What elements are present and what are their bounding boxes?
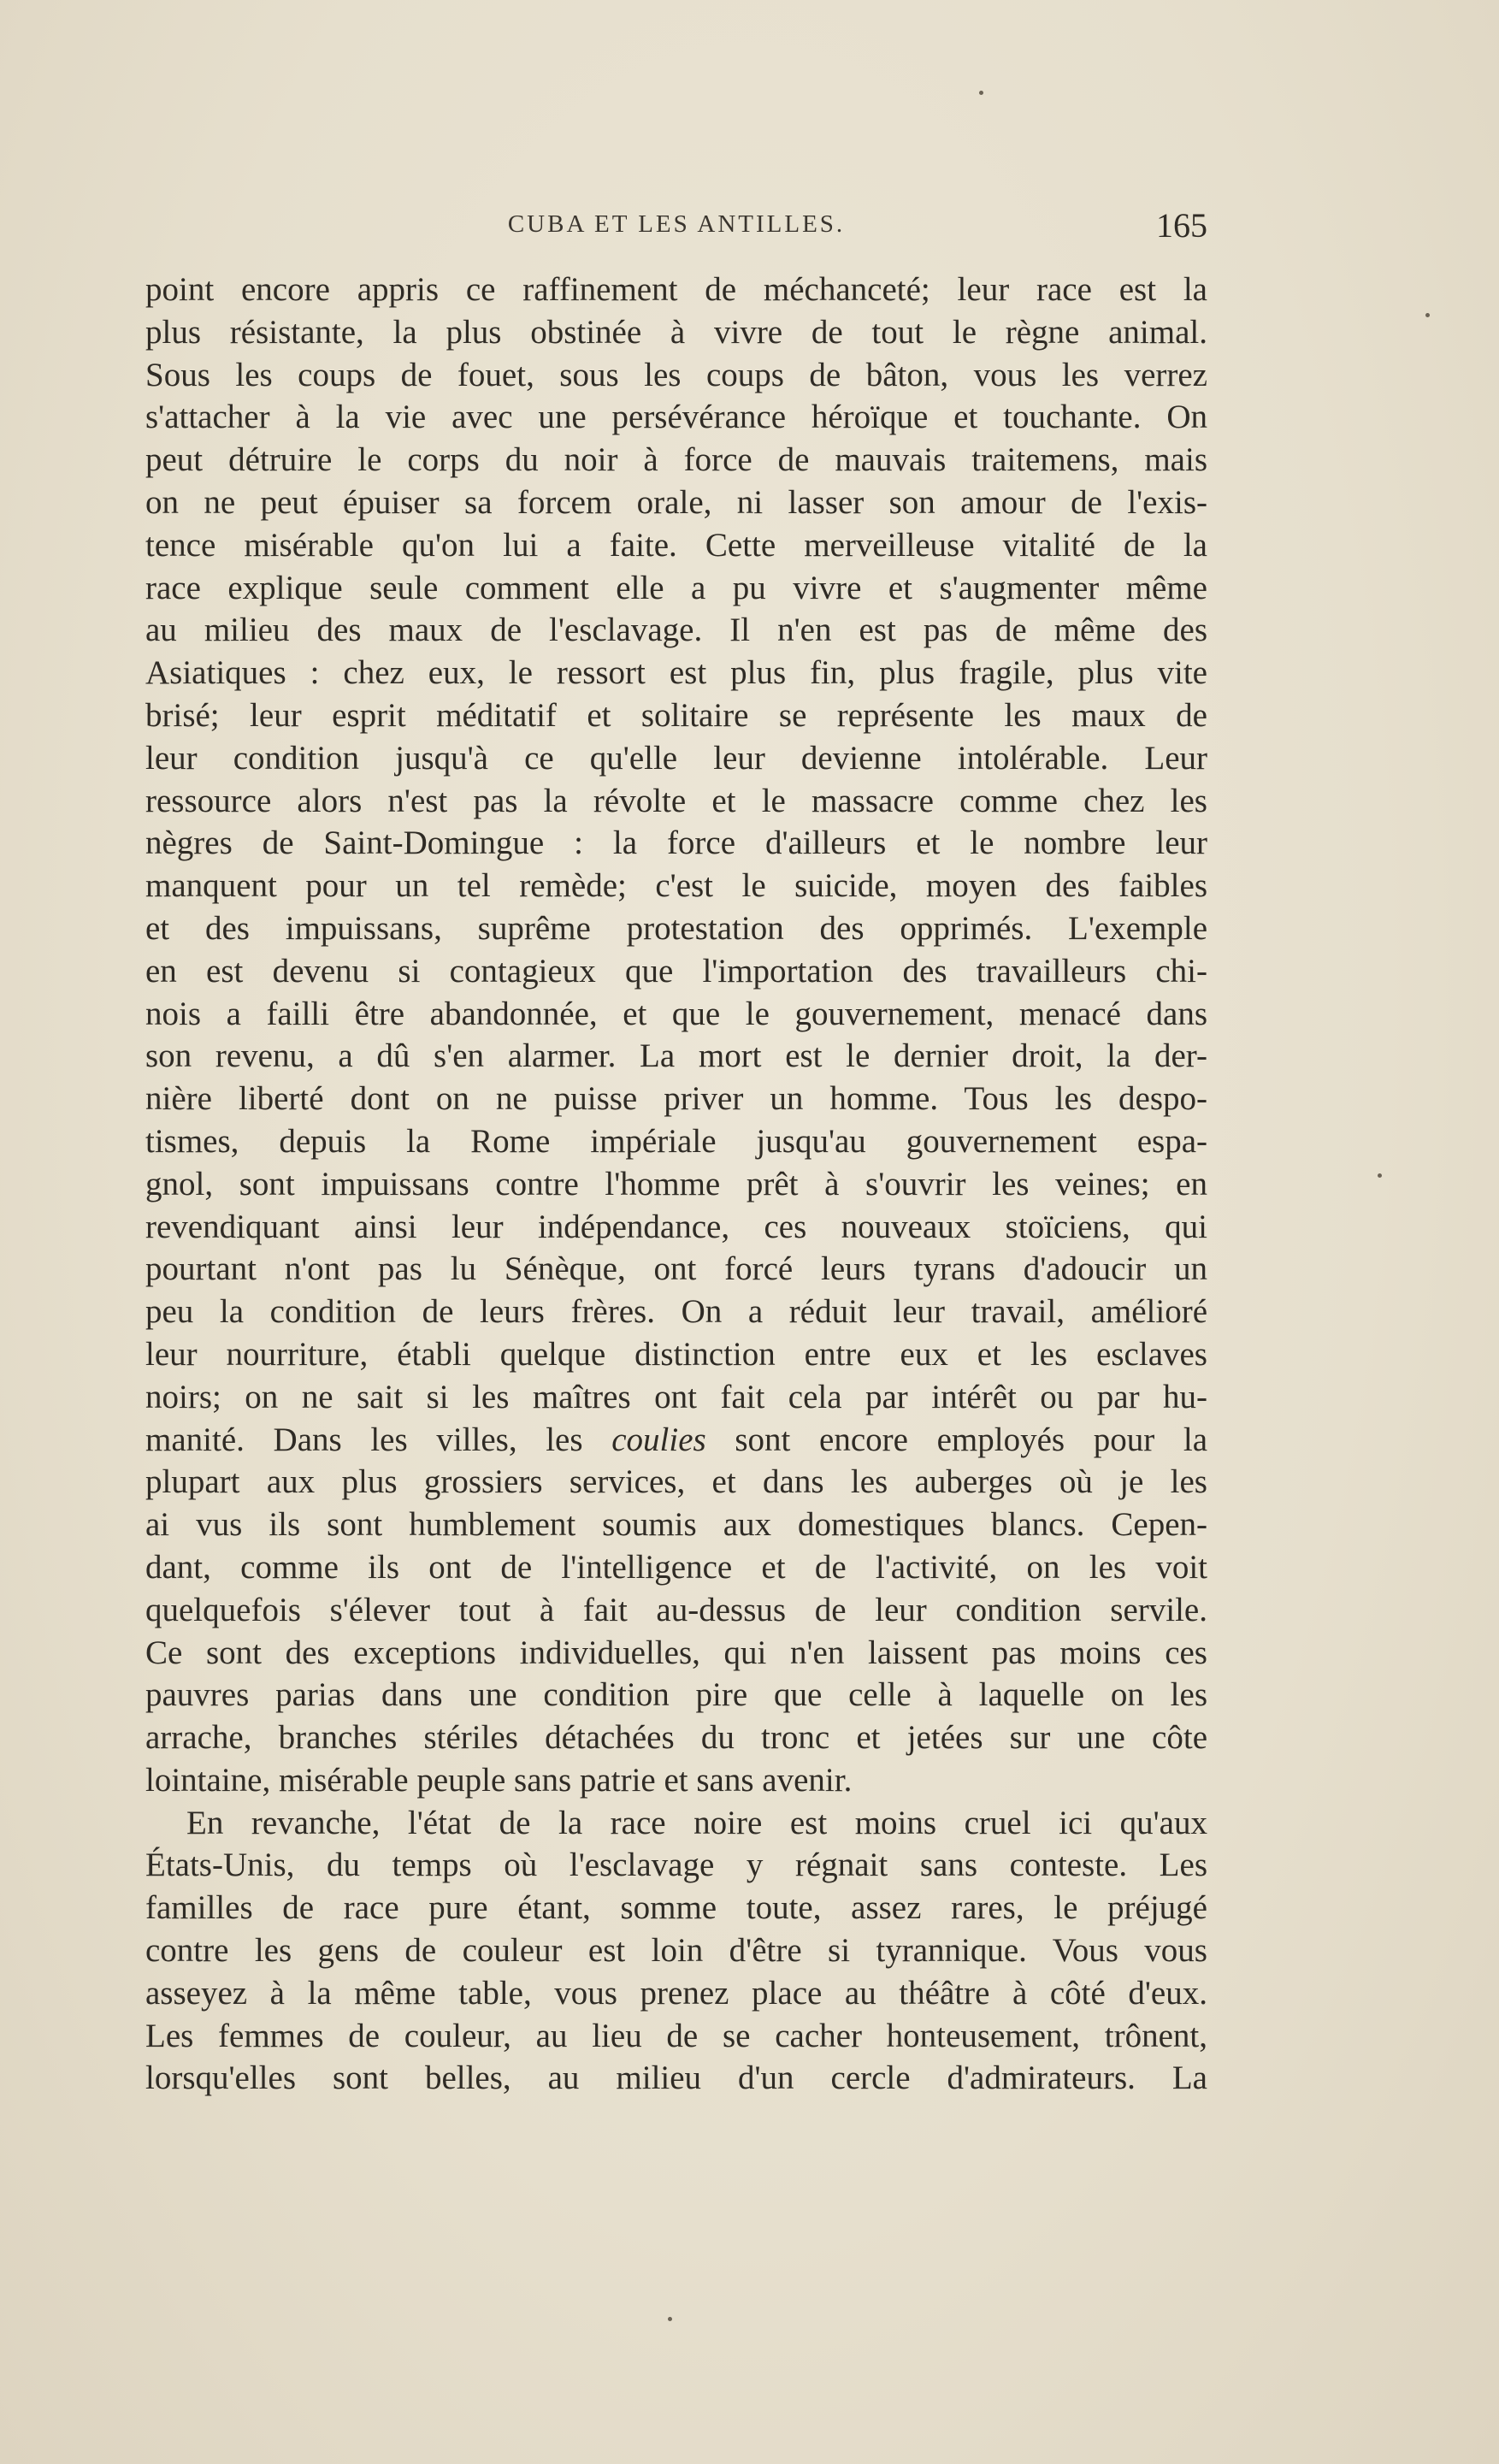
paper-speck: [979, 91, 983, 95]
text-line: tismes, depuis la Rome impériale jusqu'au gouvernement espa-: [145, 1122, 1207, 1160]
text-line: Sous les coups de fouet, sous les coups de bâton, vous les verrez: [145, 356, 1207, 393]
text-line: tence misérable qu'on lui a faite. Cette merveilleuse vitalité de la: [145, 526, 1207, 564]
text-line: nois a failli être abandonnée, et que le gouvernement, menacé dans: [145, 995, 1207, 1032]
text-line: contre les gens de couleur est loin d'être si tyrannique. Vous vous: [145, 1932, 1207, 1970]
paper-speck: [668, 2317, 672, 2321]
text-line: point encore appris ce raffinement de méchanceté; leur race est la: [145, 271, 1207, 308]
body-text: [145, 269, 1207, 2100]
text-line: on ne peut épuiser sa forcem orale, ni lasser son amour de l'exis-: [145, 483, 1207, 521]
text-line: Asiatiques : chez eux, le ressort est plus fin, plus fragile, plus vite: [145, 654, 1207, 692]
text-line: En revanche, l'état de la race noire est moins cruel ici qu'aux: [186, 1804, 1207, 1841]
text-line: lorsqu'elles sont belles, au milieu d'un cercle d'admirateurs. La: [145, 2059, 1207, 2097]
text-line: plupart aux plus grossiers services, et dans les auberges où je les: [145, 1463, 1207, 1501]
text-line: s'attacher à la vie avec une persévérance héroïque et touchante. On: [145, 399, 1207, 436]
paper-speck: [1425, 313, 1430, 317]
text-line: race explique seule comment elle a pu vivre et s'augmenter même: [145, 569, 1207, 606]
italic-word: coulies: [611, 1421, 706, 1458]
text-line: peut détruire le corps du noir à force de mauvais traitemens, mais: [145, 441, 1207, 479]
text-line: manité. Dans les villes, les coulies sont encore employés pour la: [145, 1421, 1207, 1458]
text-line: dant, comme ils ont de l'intelligence et de l'activité, on les voit: [145, 1548, 1207, 1586]
text-line: et des impuissans, suprême protestation des opprimés. L'exemple: [145, 909, 1207, 947]
text-line: son revenu, a dû s'en alarmer. La mort est le dernier droit, la der-: [145, 1037, 1207, 1075]
text-line: familles de race pure étant, somme toute, assez rares, le préjugé: [145, 1889, 1207, 1927]
text-line: ressource alors n'est pas la révolte et le massacre comme chez les: [145, 782, 1207, 819]
text-line: Les femmes de couleur, au lieu de se cacher honteusement, trônent,: [145, 2017, 1207, 2054]
text-line: asseyez à la même table, vous prenez place au théâtre à côté d'eux.: [145, 1974, 1207, 2012]
text-line: Ce sont des exceptions individuelles, qui n'en laissent pas moins ces: [145, 1634, 1207, 1671]
text-line: peu la condition de leurs frères. On a réduit leur travail, amélioré: [145, 1293, 1207, 1331]
paragraph-2: [145, 1802, 1207, 2101]
paragraph-1: [145, 269, 1207, 1802]
text-line: revendiquant ainsi leur indépendance, ces nouveaux stoïciens, qui: [145, 1208, 1207, 1245]
text-line: noirs; on ne sait si les maîtres ont fait cela par intérêt ou par hu-: [145, 1378, 1207, 1415]
text-line: manquent pour un tel remède; c'est le suicide, moyen des faibles: [145, 867, 1207, 905]
text-line: gnol, sont impuissans contre l'homme prêt à s'ouvrir les veines; en: [145, 1165, 1207, 1202]
running-title: CUBA ET LES ANTILLES.: [507, 210, 846, 238]
paper-speck: [1378, 1173, 1382, 1178]
text-line: quelquefois s'élever tout à fait au-dessus de leur condition servile.: [145, 1591, 1207, 1628]
text-line: États-Unis, du temps où l'esclavage y régnait sans conteste. Les: [145, 1847, 1207, 1884]
text-line: arrache, branches stériles détachées du tronc et jetées sur une côte: [145, 1719, 1207, 1757]
text-line: plus résistante, la plus obstinée à vivre de tout le règne animal.: [145, 313, 1207, 351]
page-number: 165: [1156, 206, 1207, 245]
text-line: brisé; leur esprit méditatif et solitaire se représente les maux de: [145, 696, 1207, 734]
text-line: nègres de Saint-Domingue : la force d'ailleurs et le nombre leur: [145, 824, 1207, 862]
text-line: pourtant n'ont pas lu Sénèque, ont forcé leurs tyrans d'adoucir un: [145, 1250, 1207, 1288]
text-line: en est devenu si contagieux que l'importation des travailleurs chi-: [145, 952, 1207, 990]
text-line: pauvres parias dans une condition pire que celle à laquelle on les: [145, 1676, 1207, 1714]
text-line: nière liberté dont on ne puisse priver un homme. Tous les despo-: [145, 1080, 1207, 1118]
text-line: leur condition jusqu'à ce qu'elle leur devienne intolérable. Leur: [145, 739, 1207, 777]
text-line: au milieu des maux de l'esclavage. Il n'en est pas de même des: [145, 612, 1207, 649]
page-header: [145, 206, 1207, 250]
text-line: lointaine, misérable peuple sans patrie et sans avenir.: [145, 1761, 853, 1799]
text-line: ai vus ils sont humblement soumis aux domestiques blancs. Cepen-: [145, 1506, 1207, 1544]
text-line: leur nourriture, établi quelque distinction entre eux et les esclaves: [145, 1335, 1207, 1373]
